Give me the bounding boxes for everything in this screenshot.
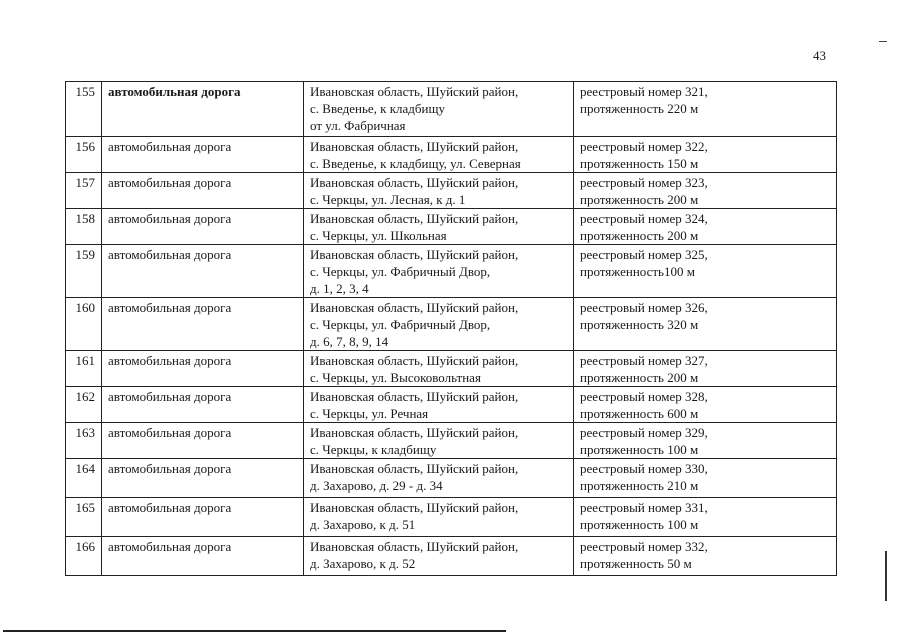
address-line: Ивановская область, Шуйский район, [310, 139, 519, 154]
characteristics-line: реестровый номер 327, [580, 353, 708, 368]
object-name: автомобильная дорога [102, 459, 304, 498]
row-number: 158 [66, 209, 102, 245]
table-row [66, 387, 837, 423]
object-address [304, 423, 574, 459]
registry-body [66, 82, 837, 576]
table-row [66, 498, 837, 537]
table-row [66, 459, 837, 498]
row-number: 166 [66, 537, 102, 576]
object-name: автомобильная дорога [102, 423, 304, 459]
characteristics-line: протяженность100 м [580, 264, 695, 279]
address-line: с. Черкцы, ул. Речная [310, 406, 429, 421]
address-line: д. Захарово, к д. 51 [310, 517, 416, 532]
row-number: 156 [66, 137, 102, 173]
table-row [66, 209, 837, 245]
road-registry-table [65, 81, 837, 576]
object-address [304, 209, 574, 245]
object-characteristics [574, 387, 837, 423]
characteristics-line: реестровый номер 331, [580, 500, 708, 515]
address-line: с. Черкцы, ул. Фабричный Двор, [310, 264, 491, 279]
object-characteristics [574, 298, 837, 351]
row-number: 157 [66, 173, 102, 209]
object-characteristics [574, 245, 837, 298]
table-row [66, 351, 837, 387]
object-name: автомобильная дорога [102, 298, 304, 351]
row-number: 155 [66, 82, 102, 137]
row-number: 164 [66, 459, 102, 498]
object-name: автомобильная дорога [102, 209, 304, 245]
address-line: Ивановская область, Шуйский район, [310, 461, 519, 476]
characteristics-line: протяженность 50 м [580, 556, 692, 571]
object-name: автомобильная дорога [102, 137, 304, 173]
address-line: Ивановская область, Шуйский район, [310, 500, 519, 515]
object-address [304, 245, 574, 298]
object-characteristics [574, 209, 837, 245]
object-address [304, 137, 574, 173]
address-line: Ивановская область, Шуйский район, [310, 175, 519, 190]
object-address [304, 351, 574, 387]
object-name: автомобильная дорога [102, 537, 304, 576]
object-name: автомобильная дорога [102, 387, 304, 423]
address-line: Ивановская область, Шуйский район, [310, 84, 519, 99]
address-line: с. Введенье, к кладбищу, ул. Северная [310, 156, 521, 171]
object-name: автомобильная дорога [102, 245, 304, 298]
address-line: Ивановская область, Шуйский район, [310, 389, 519, 404]
characteristics-line: реестровый номер 326, [580, 300, 708, 315]
object-characteristics [574, 459, 837, 498]
row-number: 163 [66, 423, 102, 459]
characteristics-line: протяженность 100 м [580, 517, 699, 532]
characteristics-line: реестровый номер 322, [580, 139, 708, 154]
object-characteristics [574, 498, 837, 537]
characteristics-line: протяженность 220 м [580, 101, 699, 116]
characteristics-line: реестровый номер 329, [580, 425, 708, 440]
address-line: Ивановская область, Шуйский район, [310, 425, 519, 440]
address-line: Ивановская область, Шуйский район, [310, 211, 519, 226]
object-address [304, 173, 574, 209]
characteristics-line: реестровый номер 330, [580, 461, 708, 476]
table-row [66, 298, 837, 351]
margin-mark [885, 551, 887, 601]
table-row [66, 423, 837, 459]
object-characteristics [574, 351, 837, 387]
address-line: Ивановская область, Шуйский район, [310, 247, 519, 262]
object-characteristics [574, 173, 837, 209]
table-row [66, 137, 837, 173]
bottom-rule [3, 630, 506, 632]
table-row [66, 82, 837, 137]
address-line: от ул. Фабричная [310, 118, 406, 133]
address-line: д. Захарово, д. 29 - д. 34 [310, 478, 443, 493]
table-row [66, 173, 837, 209]
characteristics-line: реестровый номер 323, [580, 175, 708, 190]
object-address [304, 459, 574, 498]
characteristics-line: протяженность 200 м [580, 370, 699, 385]
address-line: с. Черкцы, ул. Лесная, к д. 1 [310, 192, 466, 207]
characteristics-line: протяженность 200 м [580, 192, 699, 207]
object-address [304, 387, 574, 423]
row-number: 160 [66, 298, 102, 351]
row-number: 165 [66, 498, 102, 537]
corner-mark [879, 41, 887, 42]
address-line: с. Черкцы, к кладбищу [310, 442, 437, 457]
characteristics-line: реестровый номер 332, [580, 539, 708, 554]
table-row [66, 245, 837, 298]
row-number: 159 [66, 245, 102, 298]
object-characteristics [574, 537, 837, 576]
characteristics-line: реестровый номер 324, [580, 211, 708, 226]
object-address [304, 298, 574, 351]
object-address [304, 82, 574, 137]
object-name: автомобильная дорога [102, 498, 304, 537]
address-line: Ивановская область, Шуйский район, [310, 539, 519, 554]
object-address [304, 537, 574, 576]
object-characteristics [574, 82, 837, 137]
page-number: 43 [813, 48, 826, 63]
address-line: Ивановская область, Шуйский район, [310, 300, 519, 315]
characteristics-line: протяженность 320 м [580, 317, 699, 332]
address-line: д. 6, 7, 8, 9, 14 [310, 334, 389, 349]
row-number: 161 [66, 351, 102, 387]
object-address [304, 498, 574, 537]
address-line: д. 1, 2, 3, 4 [310, 281, 369, 296]
characteristics-line: протяженность 600 м [580, 406, 699, 421]
address-line: с. Введенье, к кладбищу [310, 101, 445, 116]
characteristics-line: протяженность 150 м [580, 156, 699, 171]
object-name: автомобильная дорога [102, 82, 304, 137]
object-characteristics [574, 137, 837, 173]
address-line: с. Черкцы, ул. Высоковольтная [310, 370, 481, 385]
address-line: с. Черкцы, ул. Школьная [310, 228, 447, 243]
object-characteristics [574, 423, 837, 459]
object-name: автомобильная дорога [102, 351, 304, 387]
address-line: Ивановская область, Шуйский район, [310, 353, 519, 368]
characteristics-line: реестровый номер 328, [580, 389, 708, 404]
characteristics-line: реестровый номер 325, [580, 247, 708, 262]
row-number: 162 [66, 387, 102, 423]
characteristics-line: реестровый номер 321, [580, 84, 708, 99]
address-line: д. Захарово, к д. 52 [310, 556, 416, 571]
address-line: с. Черкцы, ул. Фабричный Двор, [310, 317, 491, 332]
characteristics-line: протяженность 210 м [580, 478, 699, 493]
characteristics-line: протяженность 200 м [580, 228, 699, 243]
table-row [66, 537, 837, 576]
characteristics-line: протяженность 100 м [580, 442, 699, 457]
object-name: автомобильная дорога [102, 173, 304, 209]
